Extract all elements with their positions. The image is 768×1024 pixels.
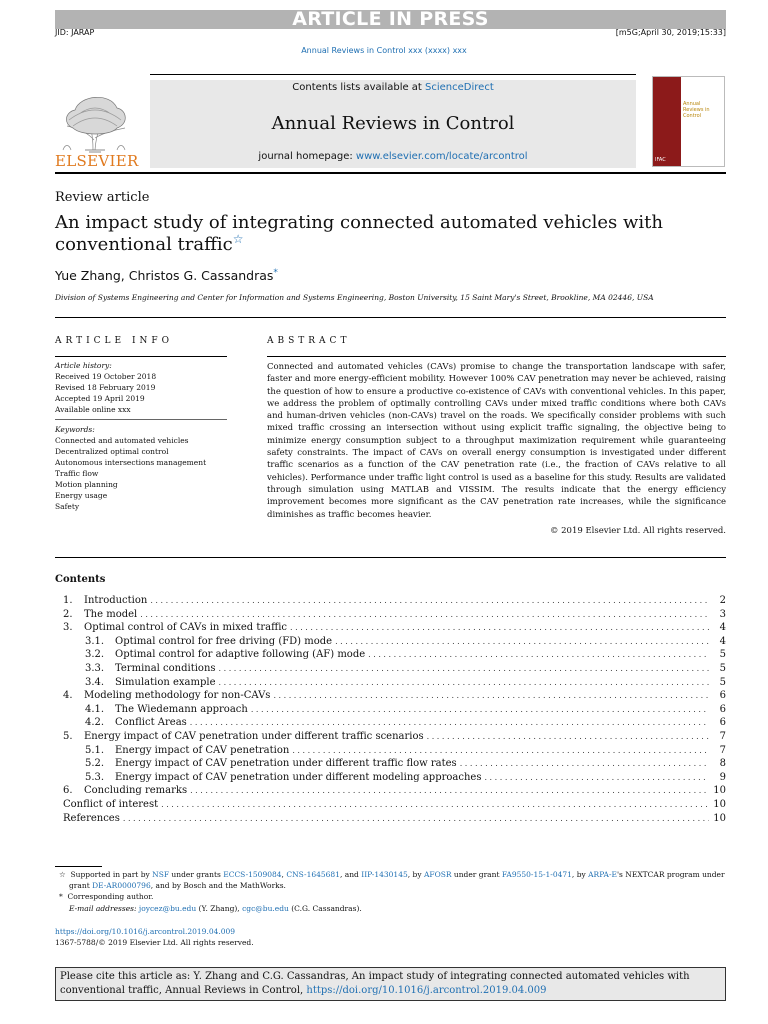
journal-reference-link[interactable]: Annual Reviews in Control xxx (xxxx) xxx xyxy=(301,46,467,55)
publisher-wordmark: ELSEVIER xyxy=(55,152,139,170)
table-of-contents xyxy=(55,594,726,825)
grant-link[interactable]: CNS-1645681 xyxy=(286,870,340,879)
citation-text: Please cite this article as: Y. Zhang and C.G. Cassandras, An impact study of integrating connected automated vehicles with conventional traffic, Annual Reviews in Control, xyxy=(60,971,690,996)
keyword-item: Decentralized optimal control xyxy=(55,447,169,456)
citation-doi-link[interactable]: https://doi.org/10.1016/j.arcontrol.2019.04.009 xyxy=(306,985,547,996)
article-history-label: Article history: xyxy=(55,361,112,370)
toc-entry-number: 2. xyxy=(63,608,73,620)
homepage-link[interactable]: www.elsevier.com/locate/arcontrol xyxy=(355,151,528,162)
toc-leader-dots xyxy=(123,812,709,826)
grant-link[interactable]: IIP-1430145 xyxy=(361,870,408,879)
toc-entry-page: 7 xyxy=(719,730,726,742)
corresponding-marker: * xyxy=(59,892,63,902)
toc-entry-number: 1. xyxy=(63,595,73,606)
toc-entry-number: 3.1. xyxy=(85,635,105,647)
cover-title: Annual Reviews in Control xyxy=(683,101,710,119)
sciencedirect-link[interactable]: ScienceDirect xyxy=(425,82,494,93)
toc-leader-dots xyxy=(190,716,709,730)
toc-entry[interactable] xyxy=(55,784,726,798)
history-item: Available online xxx xyxy=(55,405,131,414)
toc-leader-dots xyxy=(427,730,709,744)
jid-label: JID: JARAP xyxy=(55,28,95,37)
toc-entry-page: 9 xyxy=(719,771,726,783)
toc-entry-label[interactable]: Energy impact of CAV penetration under different traffic scenarios xyxy=(84,730,424,742)
article-in-press-banner: ARTICLE IN PRESS xyxy=(55,10,726,29)
email-footnote xyxy=(55,903,726,914)
title-footnote-marker[interactable]: ☆ xyxy=(232,232,244,246)
footnotes xyxy=(55,869,726,914)
toc-leader-dots xyxy=(161,798,709,812)
article-info-heading: ARTICLE INFO xyxy=(55,336,174,346)
funding-text: 's NEXTCAR program under grant xyxy=(69,870,725,891)
toc-entry[interactable] xyxy=(55,676,726,690)
toc-entry[interactable] xyxy=(55,703,726,717)
toc-entry[interactable] xyxy=(55,757,726,771)
funding-text: , and xyxy=(339,870,362,879)
toc-entry-label[interactable]: The Wiedemann approach xyxy=(115,703,248,715)
toc-entry-page: 6 xyxy=(719,703,726,715)
funding-text: Supported in part by xyxy=(70,870,153,879)
funding-text: under grant xyxy=(451,870,502,879)
funding-footnote: ☆ Supported in part by NSF under grants ECCS-1509084, CNS-1645681, and IIP-1430145, by AFOSR under grant FA9550-15-1-0471, by ARPA-E's NEXTCAR program under grant DE-AR0000796, and by Bosch and the MathWorks. xyxy=(59,870,725,891)
journal-homepage-line xyxy=(150,151,636,162)
toc-entry-page: 6 xyxy=(719,717,726,729)
toc-leader-dots xyxy=(140,608,709,622)
keywords xyxy=(55,424,206,512)
toc-entry-label[interactable]: Concluding remarks xyxy=(84,785,188,797)
toc-entry-number: 5.1. xyxy=(85,744,105,756)
toc-leader-dots xyxy=(290,621,709,635)
section-rule xyxy=(55,317,726,318)
toc-entry[interactable] xyxy=(55,716,726,730)
toc-entry[interactable] xyxy=(55,771,726,785)
toc-entry-number: 4.1. xyxy=(85,703,105,715)
toc-entry-page: 10 xyxy=(713,785,726,797)
article-type: Review article xyxy=(55,190,150,205)
toc-entry[interactable] xyxy=(55,608,726,622)
keyword-item: Traffic flow xyxy=(55,469,99,478)
toc-leader-dots xyxy=(460,757,709,771)
toc-entry-label[interactable]: Optimal control of CAVs in mixed traffic xyxy=(84,622,288,634)
toc-entry-page: 7 xyxy=(719,744,726,756)
funding-text: , and by Bosch and the MathWorks. xyxy=(150,881,286,891)
contents-available-line xyxy=(150,82,636,93)
toc-entry-label[interactable]: Terminal conditions xyxy=(115,662,216,674)
article-title-text: An impact study of integrating connected automated vehicles with conventional traffic xyxy=(55,212,663,255)
toc-entry-number: 5.3. xyxy=(85,771,105,783)
toc-leader-dots xyxy=(219,676,709,690)
abstract-rule xyxy=(267,356,726,357)
toc-leader-dots xyxy=(219,662,709,676)
toc-entry-label[interactable]: Introduction xyxy=(84,595,148,606)
grant-link[interactable]: FA9550-15-1-0471 xyxy=(501,870,572,879)
toc-entry[interactable] xyxy=(55,662,726,676)
toc-entry[interactable] xyxy=(55,635,726,649)
toc-leader-dots xyxy=(273,689,709,703)
author-names: Yue Zhang, Christos G. Cassandras xyxy=(55,268,274,284)
toc-entry-number: 4.2. xyxy=(85,717,105,729)
cover-spine xyxy=(653,77,681,166)
arpae-link[interactable]: ARPA-E xyxy=(588,870,617,879)
issn-copyright: 1367-5788/© 2019 Elsevier Ltd. All rights reserved. xyxy=(55,938,254,947)
corresponding-footnote xyxy=(55,891,726,902)
toc-entry-label[interactable]: Optimal control for adaptive following (AF) mode xyxy=(115,649,366,661)
keyword-item: Safety xyxy=(55,502,80,511)
funding-marker: ☆ xyxy=(59,870,66,879)
journal-title: Annual Reviews in Control xyxy=(271,113,515,134)
keywords-rule xyxy=(55,419,227,420)
doi-block xyxy=(55,926,254,948)
toc-entry-number: 3.3. xyxy=(85,662,105,674)
contents-rule xyxy=(55,557,726,558)
abstract-text: Connected and automated vehicles (CAVs) promise to change the transportation landscape with safer, faster and more energy-efficient mobility. However 100% CAV penetration may never be achieved, raising the question of how to ensure a productive co-existence of CAVs with conventional vehicles. In this paper, we address the problem of optimally controlling CAVs under mixed traffic conditions where both CAVs and human-driven vehicles (non-CAVs) travel on the roads. We specifically consider problems with such mixed traffic crossing an intersection without using explicit traffic signaling, the objective being to minimize energy consumption subject to a throughput maximization requirement while guaranteeing safety constraints. The impact of CAVs on overall energy consumption is investigated under different traffic scenarios as a function of the CAV penetration rate (i.e., the fraction of CAVs relative to all vehicles). Performance under traffic light control is used as a baseline for this study. Results are validated through simulation using MATLAB and VISSIM. The results indicate that the energy efficiency improvement becomes more significant as the CAV penetration rate increases, while the significance diminishes as traffic becomes heavier. xyxy=(267,362,726,520)
toc-entry[interactable] xyxy=(55,744,726,758)
toc-entry-label[interactable]: Conflict of interest xyxy=(63,798,159,810)
keywords-label: Keywords: xyxy=(55,425,95,434)
toc-entry-page: 4 xyxy=(719,622,726,634)
email-link[interactable]: joycez@bu.edu xyxy=(138,903,197,913)
toc-entry-label[interactable]: Optimal control for free driving (FD) mode xyxy=(115,635,333,647)
toc-entry-page: 5 xyxy=(719,676,726,688)
toc-entry-number: 5. xyxy=(63,730,73,742)
toc-entry-label[interactable]: References xyxy=(63,812,120,824)
funding-text: under grants xyxy=(169,870,224,879)
history-item: Accepted 19 April 2019 xyxy=(55,394,145,403)
cover-logo: IFAC xyxy=(655,157,666,163)
toc-leader-dots xyxy=(190,784,709,798)
toc-leader-dots xyxy=(251,703,709,717)
toc-entry-label[interactable]: Simulation example xyxy=(115,676,216,688)
funding-text: , by xyxy=(407,870,424,879)
toc-entry-number: 3.2. xyxy=(85,649,105,661)
toc-entry[interactable] xyxy=(55,798,726,812)
email-owner: (C.G. Cassandras). xyxy=(288,903,362,913)
toc-entry-label[interactable]: Energy impact of CAV penetration xyxy=(115,744,290,756)
doi-link[interactable]: https://doi.org/10.1016/j.arcontrol.2019.04.009 xyxy=(55,927,236,936)
toc-entry-page: 10 xyxy=(713,798,726,810)
toc-leader-dots xyxy=(484,771,709,785)
grant-link[interactable]: DE-AR0000796 xyxy=(92,881,151,891)
toc-entry-page: 8 xyxy=(719,758,726,770)
abstract-heading: ABSTRACT xyxy=(267,336,351,346)
afosr-link[interactable]: AFOSR xyxy=(423,870,452,879)
toc-entry[interactable] xyxy=(55,689,726,703)
toc-entry-label[interactable]: Modeling methodology for non-CAVs xyxy=(84,690,271,702)
toc-entry-page: 3 xyxy=(719,608,726,620)
homepage-prefix: journal homepage: xyxy=(258,151,356,162)
toc-entry-page: 10 xyxy=(713,812,726,824)
version-stamp: [m5G;April 30, 2019;15:33] xyxy=(615,28,726,37)
keyword-item: Motion planning xyxy=(55,480,118,489)
toc-entry-page: 5 xyxy=(719,649,726,661)
article-title xyxy=(55,212,695,256)
toc-entry-label[interactable]: Energy impact of CAV penetration under different modeling approaches xyxy=(115,771,482,783)
toc-entry-page: 4 xyxy=(719,635,726,647)
citation-box xyxy=(55,967,726,1001)
affiliation: Division of Systems Engineering and Center for Information and Systems Engineering, Boston University, 15 Saint Mary's Street, Brookline, MA 02446, USA xyxy=(55,293,654,302)
toc-entry-number: 3.4. xyxy=(85,676,105,688)
toc-entry-number: 5.2. xyxy=(85,758,105,770)
corresponding-author-marker[interactable]: * xyxy=(273,268,278,278)
toc-entry-number: 6. xyxy=(63,785,73,797)
corresponding-text: Corresponding author. xyxy=(67,892,154,902)
header-top-rule xyxy=(150,74,636,75)
toc-entry-page: 6 xyxy=(719,690,726,702)
nsf-link[interactable]: NSF xyxy=(152,870,170,879)
article-info-rule xyxy=(55,356,227,357)
toc-entry-page: 2 xyxy=(719,595,726,606)
history-item: Received 19 October 2018 xyxy=(55,372,157,381)
email-owner: (Y. Zhang), xyxy=(196,903,243,913)
header-bottom-rule xyxy=(55,172,726,174)
grant-link[interactable]: ECCS-1509084 xyxy=(223,870,282,879)
toc-entry-number: 4. xyxy=(63,690,73,702)
toc-entry[interactable] xyxy=(55,648,726,662)
toc-entry-label[interactable]: Energy impact of CAV penetration under different traffic flow rates xyxy=(115,758,457,770)
keyword-item: Energy usage xyxy=(55,491,108,500)
keyword-item: Autonomous intersections management xyxy=(55,458,207,467)
keyword-item: Connected and automated vehicles xyxy=(55,436,189,445)
toc-entry-label[interactable]: Conflict Areas xyxy=(115,717,187,729)
toc-entry-page: 5 xyxy=(719,662,726,674)
journal-header-box xyxy=(150,80,636,168)
toc-entry[interactable] xyxy=(55,730,726,744)
contents-prefix: Contents lists available at xyxy=(292,82,426,93)
toc-entry[interactable] xyxy=(55,621,726,635)
toc-entry[interactable] xyxy=(55,812,726,826)
toc-entry[interactable] xyxy=(55,594,726,608)
email-link[interactable]: cgc@bu.edu xyxy=(242,903,289,913)
toc-entry-number: 3. xyxy=(63,622,73,634)
footnote-rule xyxy=(55,866,102,867)
journal-cover-thumbnail xyxy=(652,76,725,167)
article-history xyxy=(55,360,156,415)
abstract-copyright: © 2019 Elsevier Ltd. All rights reserved. xyxy=(549,526,726,536)
toc-entry-label[interactable]: The model xyxy=(84,608,138,620)
toc-leader-dots xyxy=(150,594,709,608)
funding-text: , by xyxy=(571,870,589,879)
toc-leader-dots xyxy=(335,635,709,649)
author-list xyxy=(55,268,278,283)
toc-leader-dots xyxy=(368,648,709,662)
toc-leader-dots xyxy=(292,744,709,758)
email-label: E-mail addresses: xyxy=(69,903,139,913)
contents-heading: Contents xyxy=(55,574,106,585)
history-item: Revised 18 February 2019 xyxy=(55,383,156,392)
